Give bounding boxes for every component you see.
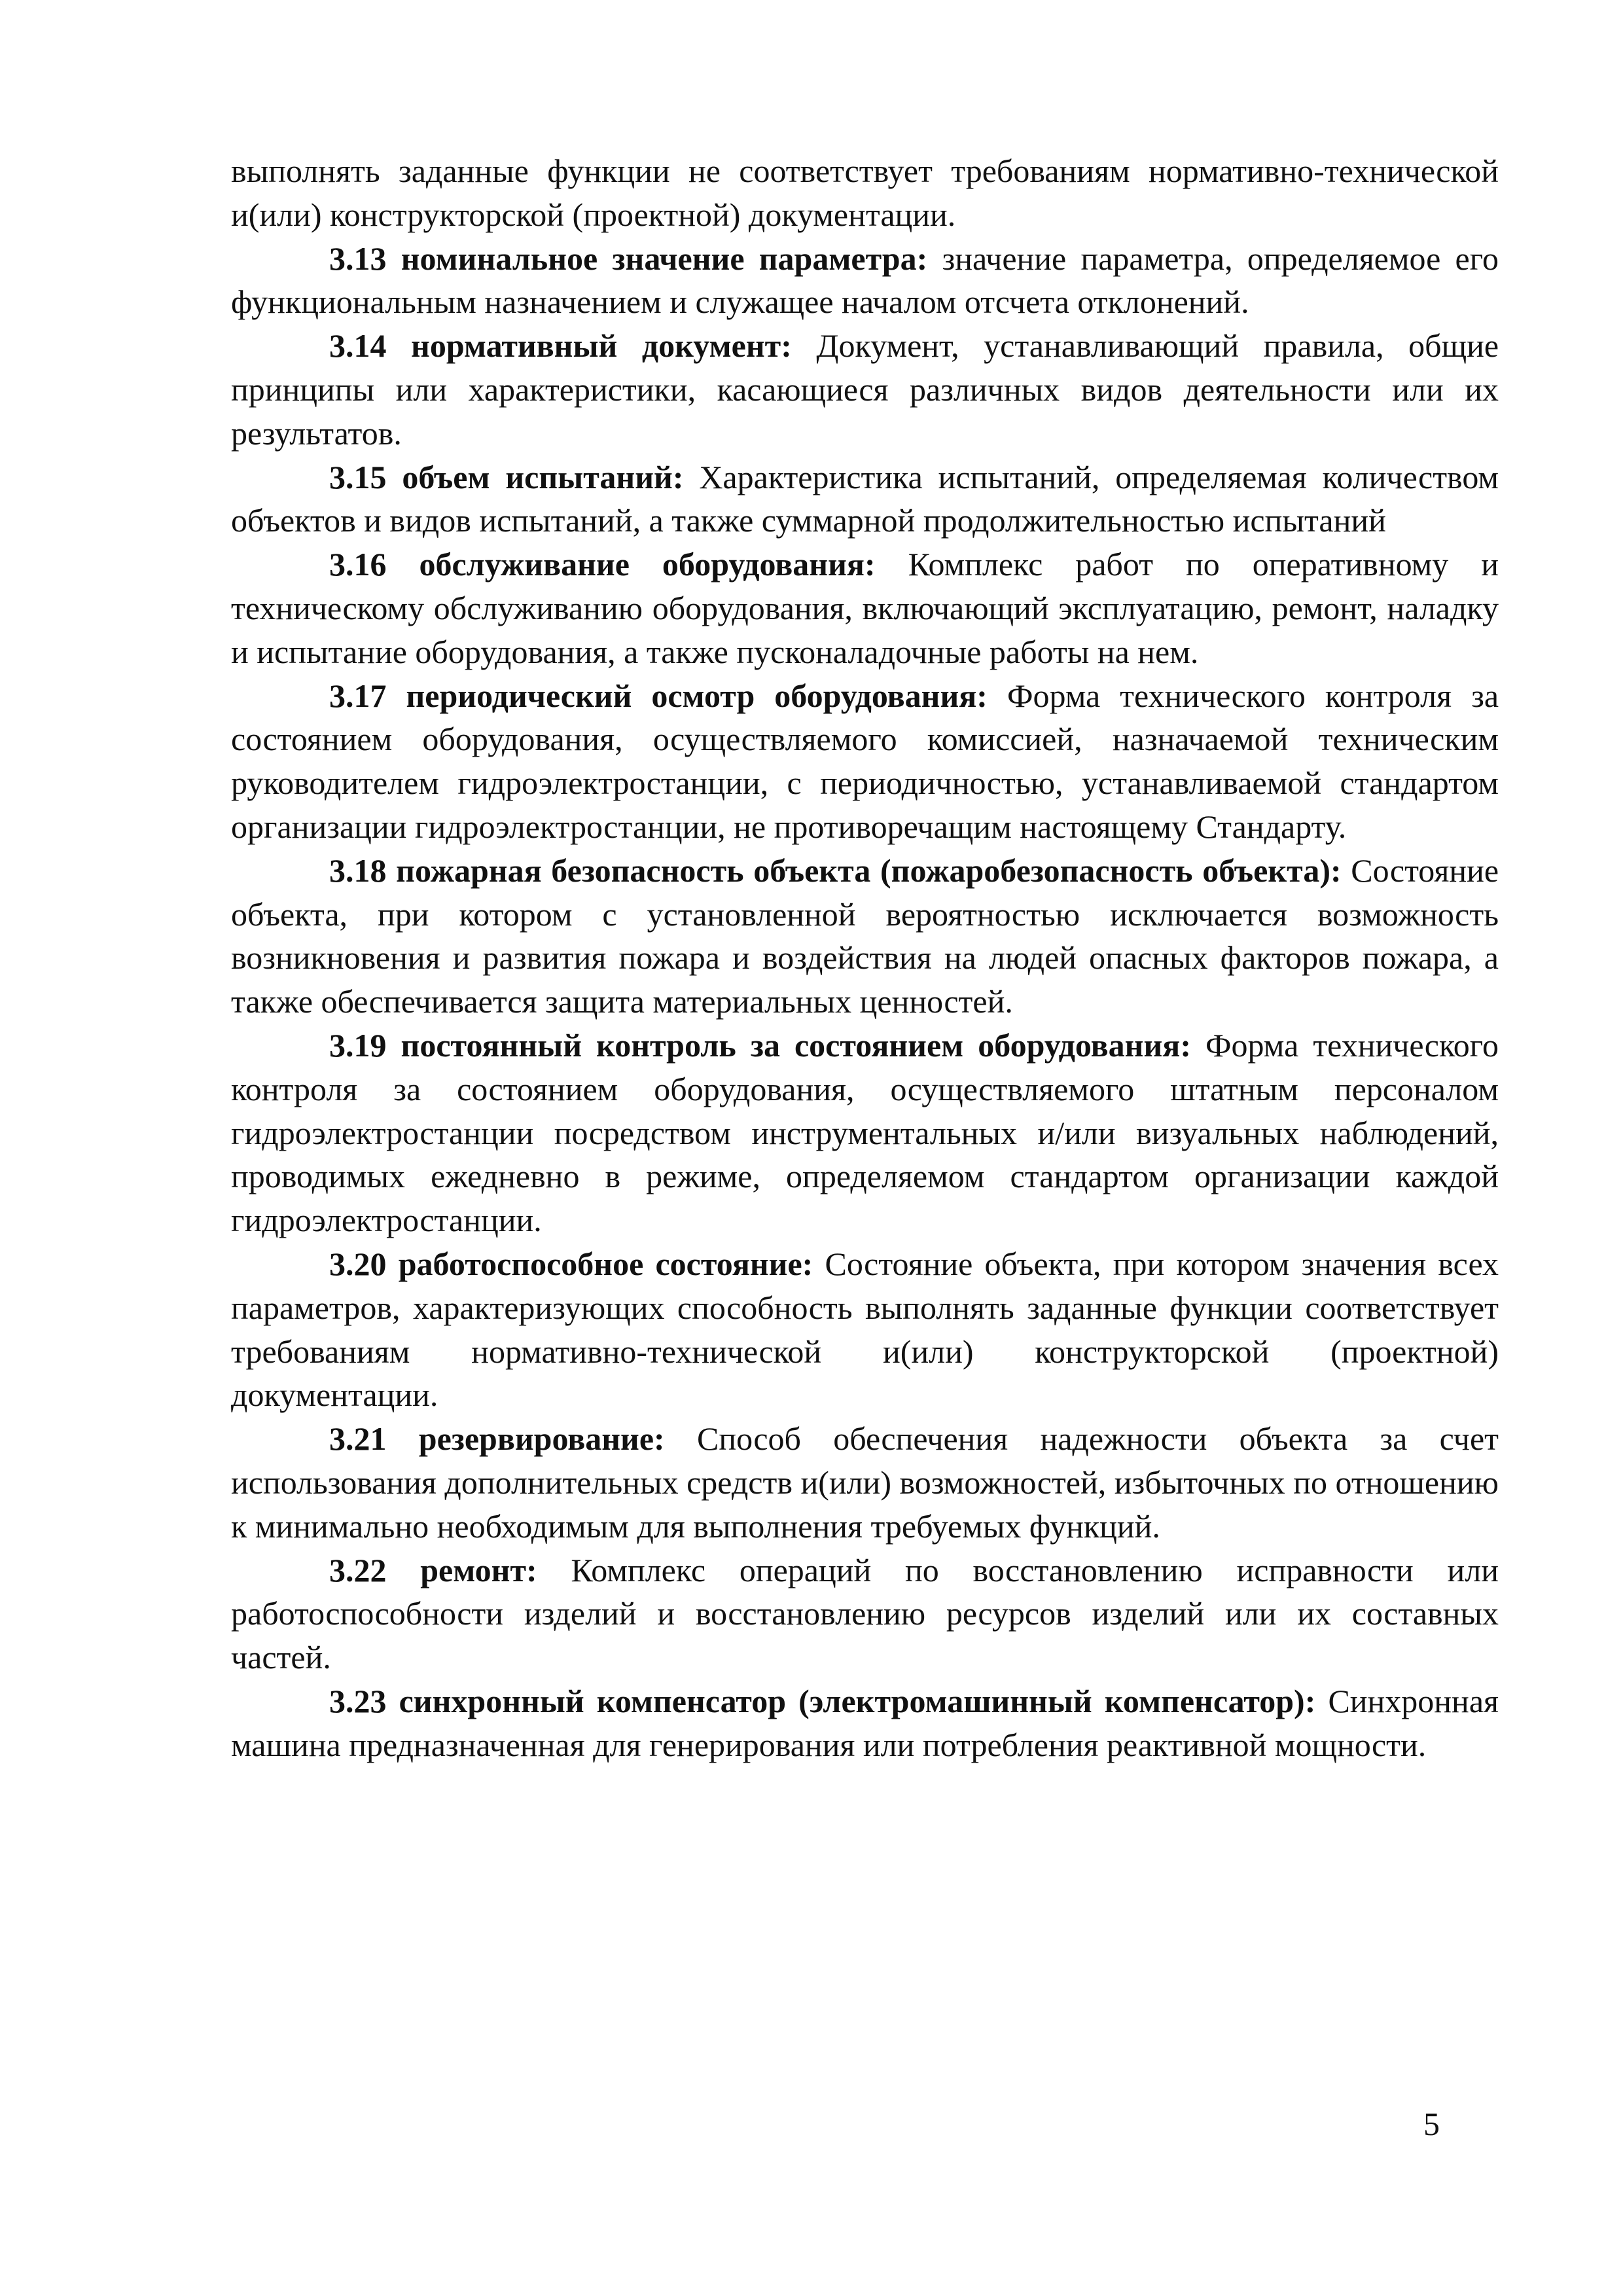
definition-3-13 xyxy=(231,237,1499,325)
definition-3-18 xyxy=(231,849,1499,1024)
definition-3-14 xyxy=(231,324,1499,455)
definition-text-3-16: Комплекс работ по оперативному и техническому обслуживанию оборудования, включающий эксплуатацию, ремонт, наладку и испытание оборудования, а также пусконаладочные работы на нем. xyxy=(231,546,1499,670)
definition-text-3-15: Характеристика испытаний, определяемая количеством объектов и видов испытаний, а также суммарной продолжительностью испытаний xyxy=(231,458,1499,539)
term-3-20: 3.20 работоспособное состояние: xyxy=(329,1245,813,1282)
term-3-22: 3.22 ремонт: xyxy=(329,1551,537,1588)
definition-text-3-20: Состояние объекта, при котором значения всех параметров, характеризующих способность выполнять заданные функции соответствует требованиям нормативно-технической и(или) конструкторской (проектной) документации. xyxy=(231,1245,1499,1414)
definition-3-20 xyxy=(231,1242,1499,1417)
definition-text-3-22: Комплекс операций по восстановлению исправности или работоспособности изделий и восстановлению ресурсов изделий или их составных частей. xyxy=(231,1551,1499,1676)
definition-text-3-14: Документ, устанавливающий правила, общие принципы или характеристики, касающиеся различных видов деятельности или их результатов. xyxy=(231,327,1499,452)
term-3-16: 3.16 обслуживание оборудования: xyxy=(329,546,876,583)
definition-text-3-19: Форма технического контроля за состоянием оборудования, осуществляемого штатным персоналом гидроэлектростанции посредством инструментальных и/или визуальных наблюдений, проводимых ежедневно в режиме, определяемом стандартом организации каждой гидроэлектростанции. xyxy=(231,1026,1499,1239)
term-3-17: 3.17 периодический осмотр оборудования: xyxy=(329,677,988,714)
term-3-23: 3.23 синхронный компенсатор (электромашинный компенсатор): xyxy=(329,1682,1316,1719)
definition-3-22 xyxy=(231,1549,1499,1679)
definition-text-3-17: Форма технического контроля за состоянием оборудования, осуществляемого комиссией, назначаемой техническим руководителем гидроэлектростанции, с периодичностью, устанавливаемой стандартом организации гидроэлектростанции, не противоречащим настоящему Стандарту. xyxy=(231,677,1499,845)
definition-text-3-21: Способ обеспечения надежности объекта за счет использования дополнительных средств и(или) возможностей, избыточных по отношению к минимально необходимым для выполнения требуемых функций. xyxy=(231,1420,1499,1545)
term-3-13: 3.13 номинальное значение параметра: xyxy=(329,240,928,277)
definition-text-3-18: Состояние объекта, при котором с установленной вероятностью исключается возможность возникновения и развития пожара и воздействия на людей опасных факторов пожара, а также обеспечивается защита материальных ценностей. xyxy=(231,852,1499,1020)
term-3-19: 3.19 постоянный контроль за состоянием оборудования: xyxy=(329,1026,1191,1064)
definition-3-19 xyxy=(231,1024,1499,1242)
term-3-21: 3.21 резервирование: xyxy=(329,1420,665,1458)
definition-3-16 xyxy=(231,543,1499,673)
definition-3-17 xyxy=(231,674,1499,849)
definition-text-3-13: значение параметра, определяемое его функциональным назначением и служащее началом отсчета отклонений. xyxy=(231,240,1499,321)
page-number: 5 xyxy=(1423,2106,1440,2142)
definition-3-21 xyxy=(231,1417,1499,1548)
definition-text-3-23: Синхронная машина предназначенная для генерирования или потребления реактивной мощности. xyxy=(231,1682,1499,1763)
continuation-paragraph: выполнять заданные функции не соответствует требованиям нормативно-технической и(или) конструкторской (проектной) документации. xyxy=(231,152,1499,233)
definition-3-15 xyxy=(231,456,1499,543)
definition-3-23 xyxy=(231,1679,1499,1767)
term-3-14: 3.14 нормативный документ: xyxy=(329,327,792,365)
term-3-18: 3.18 пожарная безопасность объекта (пожаробезопасность объекта): xyxy=(329,852,1342,889)
document-body xyxy=(231,149,1499,1767)
term-3-15: 3.15 объем испытаний: xyxy=(329,458,684,495)
